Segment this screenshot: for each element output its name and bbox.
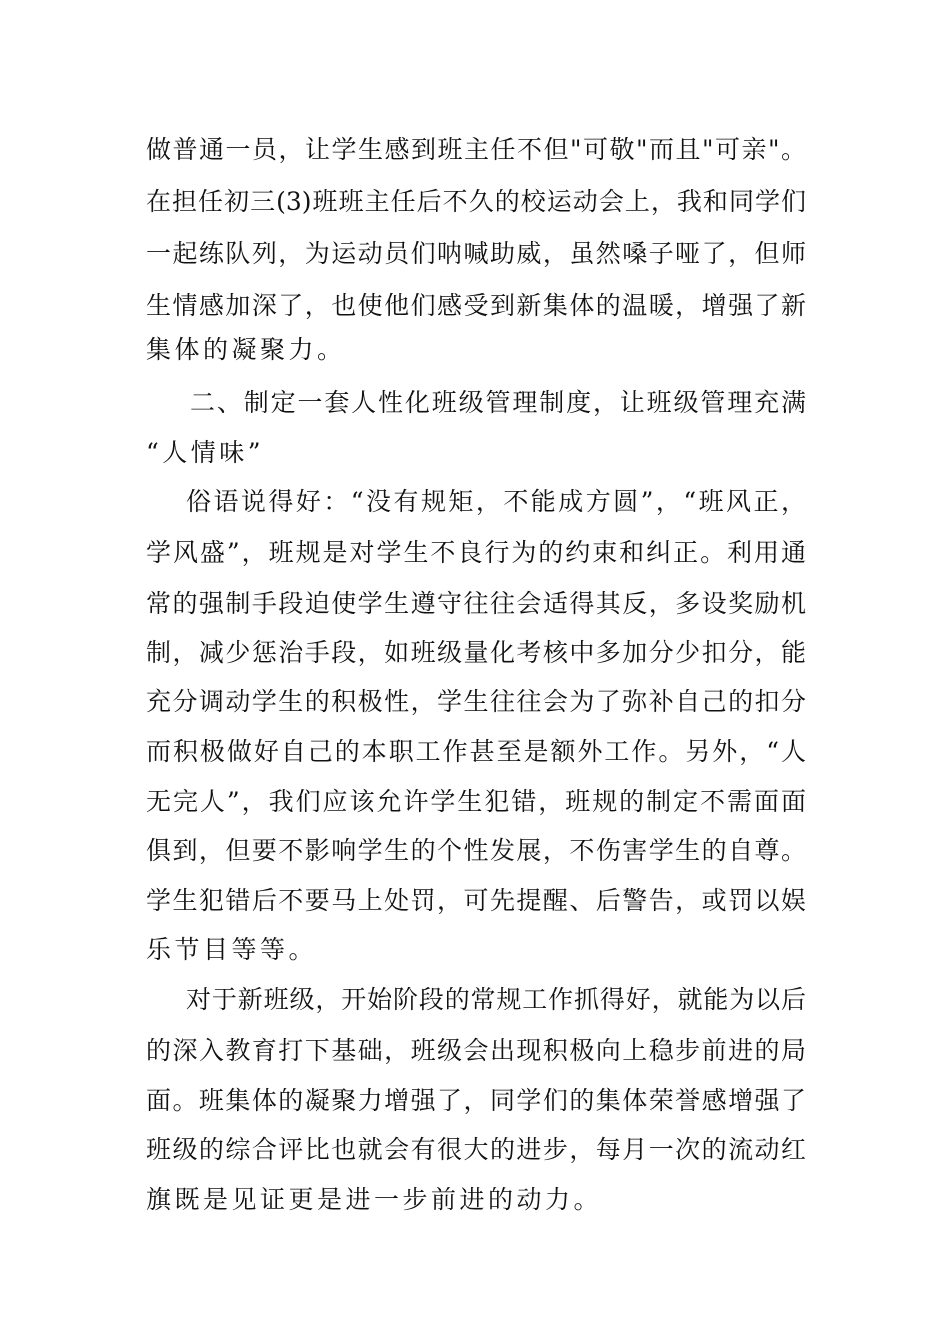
section-heading-line-2: “人情味” xyxy=(146,438,265,467)
paragraph-3-line-2: 学风盛”，班规是对学生不良行为的约束和纠正。利用通 xyxy=(146,538,806,567)
paragraph-1-line-5: 集体的凝聚力。 xyxy=(146,335,346,364)
paragraph-3-line-8: 俱到，但要不影响学生的个性发展，不伤害学生的自尊。 xyxy=(146,836,806,865)
paragraph-1-line-1: 做普通一员，让学生感到班主任不但"可敬"而且"可亲"。 xyxy=(146,135,806,164)
section-heading-line-1: 二、制定一套人性化班级管理制度，让班级管理充满 xyxy=(190,388,806,417)
paragraph-4-line-1: 对于新班级，开始阶段的常规工作抓得好，就能为以后 xyxy=(186,985,806,1014)
paragraph-4-line-2: 的深入教育打下基础，班级会出现积极向上稳步前进的局 xyxy=(146,1036,806,1065)
paragraph-3-line-7: 无完人”，我们应该允许学生犯错，班规的制定不需面面 xyxy=(146,787,806,816)
paragraph-4-line-3: 面。班集体的凝聚力增强了，同学们的集体荣誉感增强了 xyxy=(146,1086,806,1115)
paragraph-4-line-4: 班级的综合评比也就会有很大的进步，每月一次的流动红 xyxy=(146,1135,806,1164)
paragraph-3-line-6: 而积极做好自己的本职工作甚至是额外工作。另外，“人 xyxy=(146,737,806,766)
paragraph-4-line-5: 旗既是见证更是进一步前进的动力。 xyxy=(146,1185,603,1214)
paragraph-1-line-2: 在担任初三(3)班班主任后不久的校运动会上，我和同学们 xyxy=(146,187,806,216)
paragraph-1-line-4: 生情感加深了，也使他们感受到新集体的温暖，增强了新 xyxy=(146,291,806,320)
paragraph-3-line-5: 充分调动学生的积极性，学生往往会为了弥补自己的扣分 xyxy=(146,687,806,716)
paragraph-3-line-4: 制，减少惩治手段，如班级量化考核中多加分少扣分，能 xyxy=(146,638,806,667)
paragraph-3-line-9: 学生犯错后不要马上处罚，可先提醒、后警告，或罚以娱 xyxy=(146,886,806,915)
paragraph-3-line-1: 俗语说得好：“没有规矩，不能成方圆”，“班风正， xyxy=(186,487,806,516)
paragraph-3-line-10: 乐节目等等。 xyxy=(146,935,318,964)
paragraph-1-line-3: 一起练队列，为运动员们呐喊助威，虽然嗓子哑了，但师 xyxy=(146,239,806,268)
paragraph-3-line-3: 常的强制手段迫使学生遵守往往会适得其反，多设奖励机 xyxy=(146,589,806,618)
